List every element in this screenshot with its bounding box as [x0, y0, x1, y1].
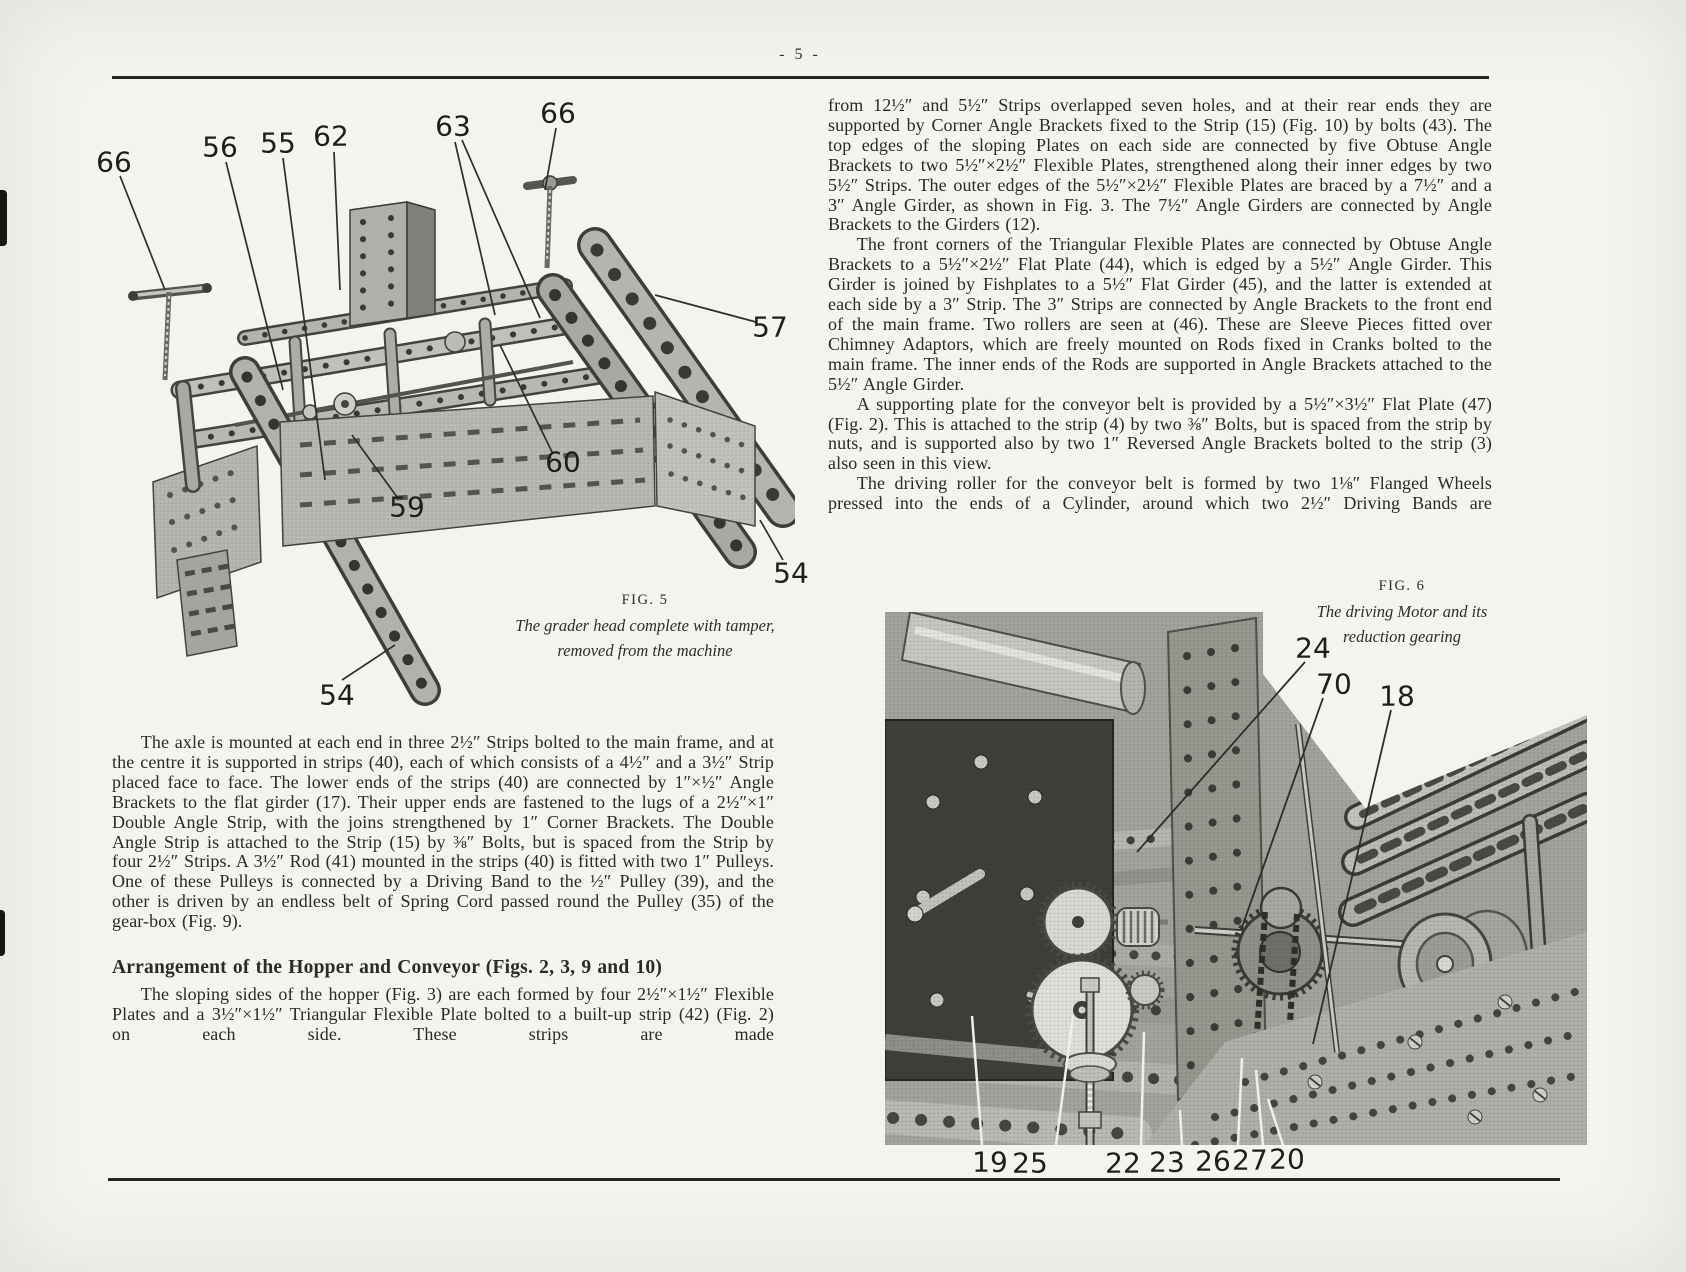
paragraph: A supporting plate for the conveyor belt is provided by a 5½″×3½″ Flat Plate (47) (Fig. 2). This is attached to the strip (4) by two ⅜″ Bolts, but is spaced from the strip by nuts, and is supported also by two 1″ Reversed Angle Brackets bolted to the strip (3) also seen in this view. — [828, 393, 1492, 474]
left-column — [112, 733, 774, 1045]
callout-56: 56 — [202, 130, 238, 164]
paragraph: from 12½″ and 5½″ Strips overlapped seven holes, and at their rear ends they are supported by Corner Angle Brackets fixed to the Strip (15) (Fig. 10) by bolts (43). The top edges of the sloping Plates on each side are connected by five Obtuse Angle Brackets to two 5½″×2½″ Flexible Plates, strengthened along their inner edges by two 5½″ Strips. The outer edges of the 5½″×2½″ Flexible Plates are braced by a 7½″ and a 3″ Angle Girder, as shown in Fig. 3. The 7½″ Angle Girders are connected by Angle Brackets to the Girders (12). — [828, 95, 1492, 235]
fig5-caption-line2: removed from the machine — [557, 641, 733, 660]
right-side-plate — [655, 392, 755, 526]
bottom-rule — [108, 1178, 1560, 1181]
right-column — [828, 96, 1492, 514]
callout-66: 66 — [540, 96, 576, 130]
callout-24: 24 — [1295, 631, 1331, 665]
callout-18: 18 — [1379, 679, 1415, 713]
callout-57: 57 — [752, 310, 788, 344]
tamper-handle-right — [527, 176, 573, 268]
fig5-label: FIG. 5 — [621, 592, 669, 608]
paragraph: The axle is mounted at each end in three 2½″ Strips bolted to the main frame, and at the centre it is supported in strips (40), each of which consists of a 4½″ and a 3½″ Strip placed face to face. The lower ends of the strips (40) are connected by 1″×½″ Angle Brackets to the flat girder (17). Their upper ends are fastened to the lugs of a 2½″×1″ Double Angle Strip, with the joins strengthened by 1″ Corner Brackets. The Double Angle Strip is attached to the Strip (15) by ⅜″ Bolts, but is spaced from the Strip by four 2½″ Strips. A 3½″ Rod (41) mounted in the strips (40) is fitted with two 1″ Pulleys. One of these Pulleys is connected by a Driving Band to the ½″ Pulley (39), and the other is driven by an endless belt of Spring Cord passed round the Pulley (35) of the gear-box (Fig. 9). — [112, 732, 774, 932]
fig6-label: FIG. 6 — [1378, 578, 1426, 594]
callout-54: 54 — [319, 678, 355, 712]
paragraph: The front corners of the Triangular Flexible Plates are connected by Obtuse Angle Brackets to a 5½″×2½″ Flat Plate (44), which is edged by a 5½″ Angle Girder. This Girder is joined by Fishplates to a 5½″ Flat Girder (45), and the latter is extended at each side by a 3″ Strip. The 3″ Strips are connected by Angle Brackets to the front end of the main frame. Two rollers are seen at (46). These are Sleeve Pieces fitted over Chimney Adaptors, which are freely mounted on Rods fixed in Cranks bolted to the main frame. The inner ends of the Rods are supported in Angle Brackets attached to the 5½″ Angle Girder. — [828, 234, 1492, 394]
callout-66: 66 — [96, 145, 132, 179]
page-number: - 5 - — [779, 46, 821, 63]
callout-20: 20 — [1269, 1142, 1305, 1176]
callout-26: 26 — [1195, 1144, 1231, 1178]
binding-mark — [0, 910, 5, 956]
callout-27: 27 — [1232, 1143, 1268, 1177]
foot-ladder — [177, 550, 237, 656]
callout-55: 55 — [260, 126, 296, 160]
callout-22: 22 — [1105, 1146, 1141, 1180]
fig5-caption — [470, 592, 820, 663]
callout-19: 19 — [972, 1145, 1008, 1179]
callout-60: 60 — [545, 445, 581, 479]
fig6-caption-line1: The driving Motor and its — [1316, 602, 1488, 621]
callout-59: 59 — [389, 490, 425, 524]
paragraph: The driving roller for the conveyor belt is formed by two 1⅛″ Flanged Wheels pressed into the ends of a Cylinder, around which two 2½″ Driving Bands are — [828, 473, 1492, 514]
central-tower — [350, 202, 435, 326]
fig6-caption — [1262, 578, 1542, 649]
blade-plate — [280, 396, 655, 546]
callout-63: 63 — [435, 109, 471, 143]
callout-23: 23 — [1149, 1145, 1185, 1179]
fig5-caption-line1: The grader head complete with tamper, — [515, 616, 775, 635]
callout-25: 25 — [1012, 1146, 1048, 1180]
binding-mark — [0, 190, 7, 246]
callout-54: 54 — [773, 556, 809, 590]
section-heading: Arrangement of the Hopper and Conveyor (Figs. 2, 3, 9 and 10) — [112, 957, 663, 979]
top-rule — [112, 76, 1489, 79]
callout-70: 70 — [1316, 667, 1352, 701]
tamper-handle-left — [128, 283, 212, 380]
fig6-photo — [885, 612, 1587, 1145]
fig6-caption-line2: reduction gearing — [1342, 627, 1462, 646]
paragraph: The sloping sides of the hopper (Fig. 3) are each formed by four 2½″×1½″ Flexible Plates and a 3½″×1½″ Triangular Flexible Plate bolted to a built-up strip (42) (Fig. 2) on each side. These strips are made — [112, 983, 774, 1044]
callout-62: 62 — [313, 119, 349, 153]
